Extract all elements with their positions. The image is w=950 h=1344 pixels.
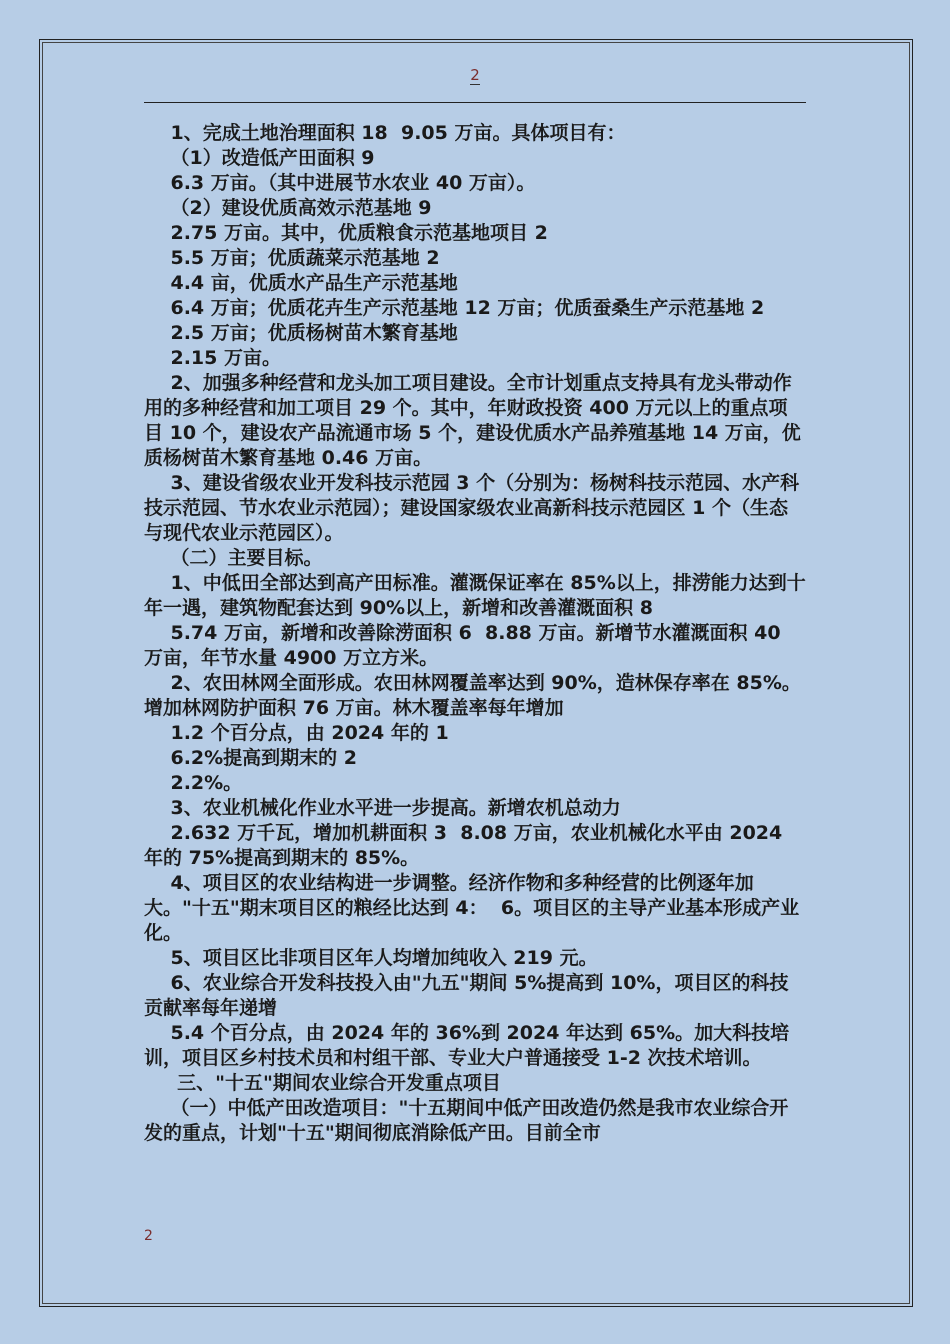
paragraph: 5.5 万亩；优质蔬菜示范基地 2 (144, 247, 440, 269)
paragraph: 2.632 万千瓦，增加机耕面积 3 8.08 万亩，农业机械化水平由 2024 年的 75%提高到期末的 85%。 (144, 822, 789, 869)
paragraph: 5.4 个百分点，由 2024 年的 36%到 2024 年达到 65%。加大科技培训，项目区乡村技术员和村组干部、专业大户普通接受 1-2 次技术培训。 (144, 1022, 790, 1069)
paragraph: 2.75 万亩。其中，优质粮食示范基地项目 2 (144, 222, 548, 244)
document-body (144, 121, 806, 1146)
paragraph: 3、建设省级农业开发科技示范园 3 个（分别为：杨树科技示范园、水产科技示范园、节水农业示范园）；建设国家级农业高新科技示范园区 1 个（生态与现代农业示范园区）。 (144, 472, 800, 544)
paragraph: 三、"十五"期间农业综合开发重点项目 (144, 1072, 501, 1094)
paragraph: 2、加强多种经营和龙头加工项目建设。全市计划重点支持具有龙头带动作用的多种经营和加工项目 29 个。其中，年财政投资 400 万元以上的重点项目 10 个，建设农产品流通市场 5 个，建设优质水产品养殖基地 14 万亩，优质杨树苗木繁育基地 0.46 万亩。 (144, 372, 801, 469)
paragraph: 1、中低田全部达到高产田标准。灌溉保证率在 85%以上，排涝能力达到十年一遇，建筑物配套达到 90%以上，新增和改善灌溉面积 8 (144, 572, 806, 619)
paragraph: 5.74 万亩，新增和改善除涝面积 6 8.88 万亩。新增节水灌溉面积 40 万亩，年节水量 4900 万立方米。 (144, 622, 788, 669)
paragraph: 2、农田林网全面形成。农田林网覆盖率达到 90%，造林保存率在 85%。增加林网防护面积 76 万亩。林木覆盖率每年增加 (144, 672, 801, 719)
header-divider (144, 102, 806, 103)
paragraph: 3、农业机械化作业水平进一步提高。新增农机总动力 (144, 797, 621, 819)
page-header-number: 2 (470, 66, 480, 84)
paragraph: 4、项目区的农业结构进一步调整。经济作物和多种经营的比例逐年加大。"十五"期末项目区的粮经比达到 4： 6。项目区的主导产业基本形成产业化。 (144, 872, 800, 944)
page-footer-number: 2 (144, 1228, 153, 1244)
paragraph: 5、项目区比非项目区年人均增加纯收入 219 元。 (144, 947, 598, 969)
paragraph: 2.5 万亩；优质杨树苗木繁育基地 (144, 322, 458, 344)
paragraph: （一）中低产田改造项目："十五期间中低产田改造仍然是我市农业综合开发的重点，计划"十五"期间彻底消除低产田。目前全市 (144, 1097, 789, 1144)
paragraph: 6.4 万亩；优质花卉生产示范基地 12 万亩；优质蚕桑生产示范基地 2 (144, 297, 765, 319)
paragraph: 4.4 亩，优质水产品生产示范基地 (144, 272, 458, 294)
paragraph: 2.2%。 (144, 772, 243, 794)
paragraph: 6.2%提高到期末的 2 (144, 747, 357, 769)
paragraph: 2.15 万亩。 (144, 347, 281, 369)
paragraph: （2）建设优质高效示范基地 9 (144, 197, 432, 219)
paragraph: （二）主要目标。 (144, 547, 323, 569)
paragraph: （1）改造低产田面积 9 (144, 147, 375, 169)
paragraph: 1、完成土地治理面积 18 9.05 万亩。具体项目有： (144, 122, 626, 144)
paragraph: 6.3 万亩。（其中进展节水农业 40 万亩）。 (144, 172, 536, 194)
paragraph: 1.2 个百分点，由 2024 年的 1 (144, 722, 449, 744)
paragraph: 6、农业综合开发科技投入由"九五"期间 5%提高到 10%，项目区的科技贡献率每年递增 (144, 972, 789, 1019)
